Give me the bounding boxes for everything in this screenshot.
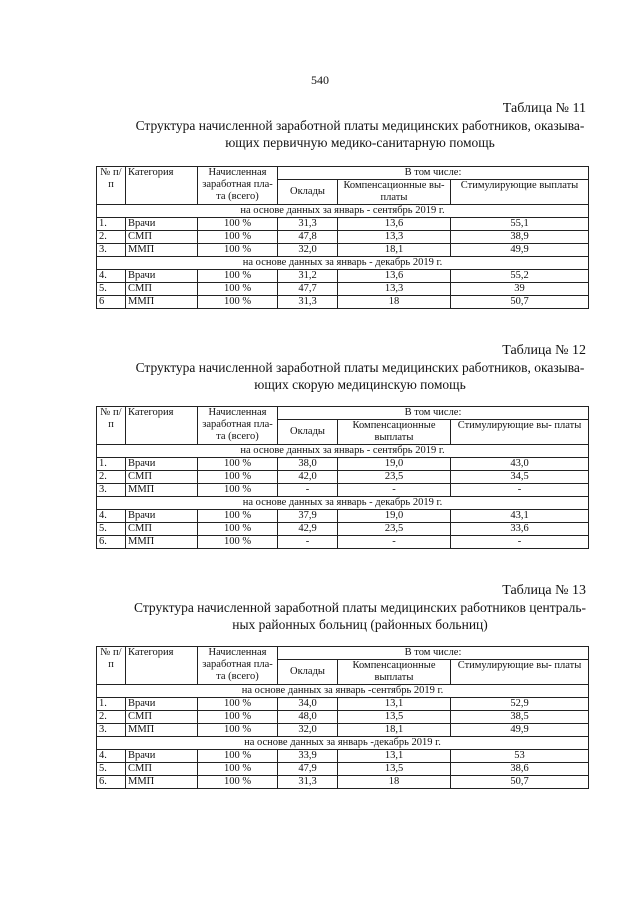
table-row — [97, 510, 589, 523]
table-12-heading — [96, 342, 586, 393]
header-salaries: Оклады — [278, 420, 338, 445]
cell-total: 100 % — [198, 750, 278, 763]
cell-num: 5. — [97, 283, 126, 296]
table-label: Таблица № 12 — [502, 343, 586, 358]
table-13-heading — [96, 582, 586, 633]
cell-salaries: 42,0 — [278, 471, 338, 484]
cell-category: ММП — [126, 296, 198, 309]
cell-total: 100 % — [198, 270, 278, 283]
cell-incentive: 43,0 — [451, 458, 589, 471]
header-category: Категория — [126, 167, 198, 205]
cell-total: 100 % — [198, 763, 278, 776]
cell-incentive: - — [451, 536, 589, 549]
cell-category: СМП — [126, 283, 198, 296]
section-caption: на основе данных за январь - сентябрь 2019 г. — [97, 445, 589, 458]
header-num: № п/п — [97, 647, 126, 685]
cell-compensation: 23,5 — [338, 523, 451, 536]
cell-salaries: 31,3 — [278, 776, 338, 789]
header-compensation: Компенсационные вы- платы — [338, 180, 451, 205]
cell-incentive: 55,1 — [451, 218, 589, 231]
header-num: № п/п — [97, 167, 126, 205]
cell-category: Врачи — [126, 698, 198, 711]
table-row — [97, 471, 589, 484]
table-title-line1: Структура начисленной заработной платы медицинских работников, оказыва- — [135, 118, 585, 133]
header-salaries: Оклады — [278, 180, 338, 205]
cell-total: 100 % — [198, 231, 278, 244]
cell-incentive: 39 — [451, 283, 589, 296]
table-row — [97, 296, 589, 309]
cell-num: 2. — [97, 231, 126, 244]
header-compensation: Компенсационные выплаты — [338, 660, 451, 685]
cell-salaries: 31,3 — [278, 296, 338, 309]
cell-salaries: 42,9 — [278, 523, 338, 536]
cell-salaries: 37,9 — [278, 510, 338, 523]
cell-total: 100 % — [198, 484, 278, 497]
cell-category: Врачи — [126, 218, 198, 231]
cell-salaries: 34,0 — [278, 698, 338, 711]
cell-compensation: 13,3 — [338, 231, 451, 244]
cell-total: 100 % — [198, 711, 278, 724]
cell-total: 100 % — [198, 296, 278, 309]
cell-category: Врачи — [126, 510, 198, 523]
cell-num: 3. — [97, 484, 126, 497]
table-row — [97, 750, 589, 763]
table-row — [97, 244, 589, 257]
cell-num: 1. — [97, 218, 126, 231]
cell-num: 2. — [97, 471, 126, 484]
section-caption: на основе данных за январь - декабрь 2019 г. — [97, 257, 589, 270]
cell-total: 100 % — [198, 510, 278, 523]
cell-num: 6 — [97, 296, 126, 309]
cell-num: 6. — [97, 776, 126, 789]
cell-compensation: 19,0 — [338, 510, 451, 523]
section-caption: на основе данных за январь - сентябрь 2019 г. — [97, 205, 589, 218]
cell-compensation: 13,6 — [338, 270, 451, 283]
table-row — [97, 283, 589, 296]
cell-category: ММП — [126, 244, 198, 257]
cell-salaries: 48,0 — [278, 711, 338, 724]
cell-incentive: 49,9 — [451, 724, 589, 737]
cell-incentive: 50,7 — [451, 776, 589, 789]
cell-incentive: 49,9 — [451, 244, 589, 257]
page-number: 540 — [311, 73, 329, 87]
header-incl: В том числе: — [278, 167, 589, 180]
table-row — [97, 270, 589, 283]
header-incentive: Стимулирующие выплаты — [451, 180, 589, 205]
table-title-line1: Структура начисленной заработной платы медицинских работников централь- — [134, 600, 587, 615]
cell-salaries: 47,7 — [278, 283, 338, 296]
cell-num: 1. — [97, 458, 126, 471]
cell-incentive: 55,2 — [451, 270, 589, 283]
header-incentive: Стимулирующие вы- платы — [451, 420, 589, 445]
cell-total: 100 % — [198, 471, 278, 484]
header-accrued: Начисленная заработная пла- та (всего) — [198, 407, 278, 445]
cell-compensation: 13,1 — [338, 750, 451, 763]
cell-compensation: 13,5 — [338, 711, 451, 724]
cell-total: 100 % — [198, 776, 278, 789]
cell-category: ММП — [126, 536, 198, 549]
cell-category: ММП — [126, 776, 198, 789]
table-title-line2: ных районных больниц (районных больниц) — [232, 617, 488, 632]
table-label: Таблица № 11 — [502, 101, 586, 116]
section-caption: на основе данных за январь - декабрь 2019 г. — [97, 497, 589, 510]
cell-salaries: 31,3 — [278, 218, 338, 231]
table-13 — [96, 646, 589, 789]
cell-num: 2. — [97, 711, 126, 724]
cell-compensation: - — [338, 484, 451, 497]
cell-category: СМП — [126, 231, 198, 244]
table-row — [97, 776, 589, 789]
cell-compensation: 23,5 — [338, 471, 451, 484]
header-incentive: Стимулирующие вы- платы — [451, 660, 589, 685]
cell-num: 4. — [97, 750, 126, 763]
cell-compensation: 13,1 — [338, 698, 451, 711]
header-compensation: Компенсационные выплаты — [338, 420, 451, 445]
cell-total: 100 % — [198, 283, 278, 296]
header-accrued: Начисленная заработная пла- та (всего) — [198, 647, 278, 685]
table-row — [97, 458, 589, 471]
cell-num: 5. — [97, 763, 126, 776]
cell-category: СМП — [126, 471, 198, 484]
cell-incentive: 38,6 — [451, 763, 589, 776]
cell-salaries: 32,0 — [278, 724, 338, 737]
cell-compensation: 13,3 — [338, 283, 451, 296]
cell-compensation: 13,5 — [338, 763, 451, 776]
cell-num: 1. — [97, 698, 126, 711]
cell-salaries: 31,2 — [278, 270, 338, 283]
cell-category: Врачи — [126, 750, 198, 763]
header-incl: В том числе: — [278, 407, 589, 420]
cell-incentive: 52,9 — [451, 698, 589, 711]
cell-salaries: - — [278, 484, 338, 497]
table-row — [97, 536, 589, 549]
cell-category: ММП — [126, 724, 198, 737]
table-row — [97, 763, 589, 776]
header-accrued: Начисленная заработная пла- та (всего) — [198, 167, 278, 205]
cell-incentive: 38,9 — [451, 231, 589, 244]
table-row — [97, 218, 589, 231]
cell-category: СМП — [126, 763, 198, 776]
cell-num: 5. — [97, 523, 126, 536]
cell-total: 100 % — [198, 698, 278, 711]
section-caption: на основе данных за январь -сентябрь 2019 г. — [97, 685, 589, 698]
cell-compensation: - — [338, 536, 451, 549]
table-11-heading — [96, 100, 586, 151]
cell-compensation: 19,0 — [338, 458, 451, 471]
cell-category: Врачи — [126, 270, 198, 283]
cell-category: ММП — [126, 484, 198, 497]
cell-total: 100 % — [198, 244, 278, 257]
cell-total: 100 % — [198, 523, 278, 536]
cell-num: 6. — [97, 536, 126, 549]
cell-incentive: 50,7 — [451, 296, 589, 309]
cell-compensation: 18,1 — [338, 724, 451, 737]
table-row — [97, 698, 589, 711]
header-incl: В том числе: — [278, 647, 589, 660]
cell-salaries: 33,9 — [278, 750, 338, 763]
header-category: Категория — [126, 407, 198, 445]
section-caption: на основе данных за январь -декабрь 2019 г. — [97, 737, 589, 750]
cell-total: 100 % — [198, 724, 278, 737]
cell-num: 4. — [97, 510, 126, 523]
cell-incentive: - — [451, 484, 589, 497]
table-row — [97, 484, 589, 497]
cell-incentive: 34,5 — [451, 471, 589, 484]
header-salaries: Оклады — [278, 660, 338, 685]
cell-compensation: 18 — [338, 296, 451, 309]
cell-incentive: 38,5 — [451, 711, 589, 724]
table-12 — [96, 406, 589, 549]
table-title-line2: ющих первичную медико-санитарную помощь — [225, 135, 495, 150]
table-row — [97, 523, 589, 536]
cell-incentive: 33,6 — [451, 523, 589, 536]
table-row — [97, 724, 589, 737]
cell-salaries: 38,0 — [278, 458, 338, 471]
header-category: Категория — [126, 647, 198, 685]
table-label: Таблица № 13 — [502, 583, 586, 598]
cell-compensation: 18,1 — [338, 244, 451, 257]
cell-salaries: 32,0 — [278, 244, 338, 257]
table-title-line1: Структура начисленной заработной платы медицинских работников, оказыва- — [135, 360, 585, 375]
cell-num: 4. — [97, 270, 126, 283]
cell-compensation: 13,6 — [338, 218, 451, 231]
cell-total: 100 % — [198, 218, 278, 231]
cell-category: Врачи — [126, 458, 198, 471]
cell-category: СМП — [126, 523, 198, 536]
table-11 — [96, 166, 589, 309]
table-title-line2: ющих скорую медицинскую помощь — [254, 377, 466, 392]
cell-salaries: - — [278, 536, 338, 549]
cell-compensation: 18 — [338, 776, 451, 789]
header-num: № п/п — [97, 407, 126, 445]
cell-salaries: 47,9 — [278, 763, 338, 776]
cell-incentive: 53 — [451, 750, 589, 763]
cell-num: 3. — [97, 724, 126, 737]
table-row — [97, 231, 589, 244]
cell-total: 100 % — [198, 536, 278, 549]
table-row — [97, 711, 589, 724]
cell-total: 100 % — [198, 458, 278, 471]
cell-salaries: 47,8 — [278, 231, 338, 244]
cell-incentive: 43,1 — [451, 510, 589, 523]
cell-category: СМП — [126, 711, 198, 724]
cell-num: 3. — [97, 244, 126, 257]
